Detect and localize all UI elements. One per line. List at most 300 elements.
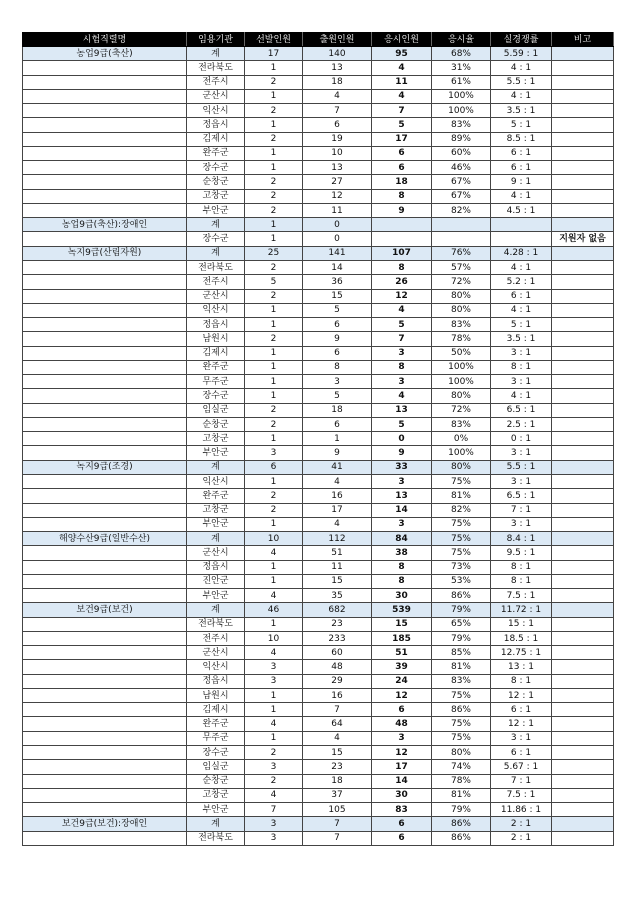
cell-series bbox=[23, 646, 187, 660]
cell-rate: 83% bbox=[432, 674, 491, 688]
table-row bbox=[23, 203, 614, 217]
cell-competition: 8.5 : 1 bbox=[491, 132, 552, 146]
cell-selected: 1 bbox=[245, 146, 303, 160]
table-row bbox=[23, 375, 614, 389]
cell-rate: 65% bbox=[432, 617, 491, 631]
cell-rate: 31% bbox=[432, 61, 491, 75]
table-row bbox=[23, 589, 614, 603]
cell-agency: 장수군 bbox=[187, 232, 245, 246]
cell-series bbox=[23, 118, 187, 132]
cell-applied: 6 bbox=[303, 118, 372, 132]
cell-series bbox=[23, 660, 187, 674]
cell-competition: 3 : 1 bbox=[491, 474, 552, 488]
cell-selected: 3 bbox=[245, 446, 303, 460]
cell-selected: 2 bbox=[245, 132, 303, 146]
cell-series bbox=[23, 446, 187, 460]
cell-selected: 1 bbox=[245, 474, 303, 488]
cell-series bbox=[23, 303, 187, 317]
cell-rate: 100% bbox=[432, 360, 491, 374]
cell-selected: 4 bbox=[245, 646, 303, 660]
cell-competition: 0 : 1 bbox=[491, 432, 552, 446]
cell-taken: 6 bbox=[372, 161, 432, 175]
cell-competition bbox=[491, 218, 552, 232]
cell-rate: 86% bbox=[432, 817, 491, 831]
table-row bbox=[23, 432, 614, 446]
cell-series bbox=[23, 474, 187, 488]
cell-agency: 완주군 bbox=[187, 489, 245, 503]
cell-series: 해양수산9급(일반수산) bbox=[23, 532, 187, 546]
cell-selected: 1 bbox=[245, 318, 303, 332]
cell-series bbox=[23, 703, 187, 717]
table-row bbox=[23, 617, 614, 631]
cell-agency: 군산시 bbox=[187, 89, 245, 103]
cell-applied: 140 bbox=[303, 47, 372, 61]
cell-applied: 233 bbox=[303, 631, 372, 645]
cell-taken: 8 bbox=[372, 189, 432, 203]
cell-series bbox=[23, 146, 187, 160]
table-row bbox=[23, 232, 614, 246]
cell-note bbox=[552, 161, 614, 175]
cell-note bbox=[552, 346, 614, 360]
cell-taken: 3 bbox=[372, 346, 432, 360]
cell-rate: 82% bbox=[432, 203, 491, 217]
cell-applied: 682 bbox=[303, 603, 372, 617]
cell-agency: 김제시 bbox=[187, 703, 245, 717]
cell-series bbox=[23, 189, 187, 203]
cell-taken: 539 bbox=[372, 603, 432, 617]
cell-agency: 고창군 bbox=[187, 432, 245, 446]
cell-selected: 1 bbox=[245, 218, 303, 232]
cell-rate: 67% bbox=[432, 189, 491, 203]
cell-series bbox=[23, 617, 187, 631]
cell-note bbox=[552, 560, 614, 574]
cell-competition: 7 : 1 bbox=[491, 774, 552, 788]
table-row bbox=[23, 788, 614, 802]
cell-selected: 2 bbox=[245, 417, 303, 431]
cell-selected: 1 bbox=[245, 61, 303, 75]
table-row bbox=[23, 446, 614, 460]
cell-taken: 0 bbox=[372, 432, 432, 446]
cell-rate: 75% bbox=[432, 546, 491, 560]
cell-note bbox=[552, 603, 614, 617]
cell-competition: 4 : 1 bbox=[491, 189, 552, 203]
cell-selected: 2 bbox=[245, 189, 303, 203]
cell-series bbox=[23, 760, 187, 774]
cell-competition: 2 : 1 bbox=[491, 831, 552, 845]
cell-rate: 86% bbox=[432, 589, 491, 603]
cell-series bbox=[23, 432, 187, 446]
table-row bbox=[23, 660, 614, 674]
cell-series bbox=[23, 61, 187, 75]
cell-agency: 정읍시 bbox=[187, 118, 245, 132]
cell-competition: 12.75 : 1 bbox=[491, 646, 552, 660]
cell-note bbox=[552, 446, 614, 460]
cell-taken: 33 bbox=[372, 460, 432, 474]
cell-rate: 75% bbox=[432, 517, 491, 531]
cell-applied: 9 bbox=[303, 446, 372, 460]
cell-applied: 27 bbox=[303, 175, 372, 189]
cell-note bbox=[552, 432, 614, 446]
cell-rate bbox=[432, 232, 491, 246]
cell-agency: 전라북도 bbox=[187, 617, 245, 631]
cell-agency: 완주군 bbox=[187, 360, 245, 374]
cell-rate: 81% bbox=[432, 788, 491, 802]
cell-taken: 4 bbox=[372, 89, 432, 103]
cell-note bbox=[552, 688, 614, 702]
cell-applied: 15 bbox=[303, 289, 372, 303]
cell-applied: 4 bbox=[303, 731, 372, 745]
cell-rate: 73% bbox=[432, 560, 491, 574]
cell-taken: 14 bbox=[372, 774, 432, 788]
cell-applied: 36 bbox=[303, 275, 372, 289]
table-body bbox=[23, 47, 614, 846]
cell-rate: 0% bbox=[432, 432, 491, 446]
cell-rate: 75% bbox=[432, 474, 491, 488]
cell-agency: 정읍시 bbox=[187, 674, 245, 688]
cell-applied: 11 bbox=[303, 203, 372, 217]
table-row bbox=[23, 104, 614, 118]
cell-agency: 완주군 bbox=[187, 717, 245, 731]
cell-taken: 7 bbox=[372, 104, 432, 118]
header-series: 시험직렬명 bbox=[23, 33, 187, 47]
cell-competition: 11.72 : 1 bbox=[491, 603, 552, 617]
cell-agency: 김제시 bbox=[187, 132, 245, 146]
cell-taken: 8 bbox=[372, 560, 432, 574]
cell-taken: 12 bbox=[372, 289, 432, 303]
cell-note bbox=[552, 260, 614, 274]
cell-series bbox=[23, 417, 187, 431]
cell-rate: 80% bbox=[432, 460, 491, 474]
cell-series bbox=[23, 289, 187, 303]
cell-applied: 8 bbox=[303, 360, 372, 374]
cell-taken: 9 bbox=[372, 203, 432, 217]
cell-selected: 1 bbox=[245, 688, 303, 702]
cell-selected: 2 bbox=[245, 75, 303, 89]
cell-competition: 3.5 : 1 bbox=[491, 104, 552, 118]
cell-rate: 46% bbox=[432, 161, 491, 175]
cell-taken: 30 bbox=[372, 788, 432, 802]
cell-competition: 6 : 1 bbox=[491, 289, 552, 303]
cell-selected: 2 bbox=[245, 403, 303, 417]
cell-selected: 1 bbox=[245, 346, 303, 360]
cell-selected: 25 bbox=[245, 246, 303, 260]
cell-taken: 83 bbox=[372, 803, 432, 817]
cell-competition: 4 : 1 bbox=[491, 260, 552, 274]
cell-taken: 84 bbox=[372, 532, 432, 546]
header-taken: 응시인원 bbox=[372, 33, 432, 47]
cell-note bbox=[552, 631, 614, 645]
cell-rate: 72% bbox=[432, 275, 491, 289]
table-row-total bbox=[23, 460, 614, 474]
table-row bbox=[23, 703, 614, 717]
cell-competition: 11.86 : 1 bbox=[491, 803, 552, 817]
cell-selected: 1 bbox=[245, 375, 303, 389]
cell-agency: 남원시 bbox=[187, 332, 245, 346]
table-row bbox=[23, 774, 614, 788]
table-row bbox=[23, 89, 614, 103]
cell-taken: 4 bbox=[372, 61, 432, 75]
cell-note bbox=[552, 189, 614, 203]
cell-rate: 80% bbox=[432, 303, 491, 317]
cell-taken: 4 bbox=[372, 389, 432, 403]
cell-series bbox=[23, 360, 187, 374]
cell-applied: 6 bbox=[303, 318, 372, 332]
cell-note bbox=[552, 589, 614, 603]
cell-rate bbox=[432, 218, 491, 232]
cell-competition: 7.5 : 1 bbox=[491, 589, 552, 603]
cell-agency: 계 bbox=[187, 246, 245, 260]
cell-agency: 전라북도 bbox=[187, 61, 245, 75]
cell-applied: 51 bbox=[303, 546, 372, 560]
cell-agency: 무주군 bbox=[187, 375, 245, 389]
table-row bbox=[23, 746, 614, 760]
cell-selected: 2 bbox=[245, 774, 303, 788]
cell-applied: 60 bbox=[303, 646, 372, 660]
table-row bbox=[23, 717, 614, 731]
cell-applied: 12 bbox=[303, 189, 372, 203]
cell-agency: 계 bbox=[187, 532, 245, 546]
table-row bbox=[23, 503, 614, 517]
table-row bbox=[23, 118, 614, 132]
cell-note bbox=[552, 788, 614, 802]
cell-taken: 38 bbox=[372, 546, 432, 560]
cell-agency: 장수군 bbox=[187, 746, 245, 760]
cell-series bbox=[23, 232, 187, 246]
cell-competition: 6 : 1 bbox=[491, 703, 552, 717]
cell-competition: 3 : 1 bbox=[491, 346, 552, 360]
cell-competition: 4 : 1 bbox=[491, 61, 552, 75]
cell-agency: 순창군 bbox=[187, 774, 245, 788]
cell-applied: 14 bbox=[303, 260, 372, 274]
cell-note bbox=[552, 717, 614, 731]
table-row bbox=[23, 275, 614, 289]
cell-applied: 7 bbox=[303, 831, 372, 845]
cell-selected: 3 bbox=[245, 831, 303, 845]
cell-note bbox=[552, 646, 614, 660]
cell-applied: 18 bbox=[303, 75, 372, 89]
cell-rate: 80% bbox=[432, 746, 491, 760]
cell-applied: 19 bbox=[303, 132, 372, 146]
cell-agency: 임실군 bbox=[187, 403, 245, 417]
cell-rate: 80% bbox=[432, 289, 491, 303]
cell-series bbox=[23, 788, 187, 802]
cell-agency: 장수군 bbox=[187, 161, 245, 175]
cell-selected: 2 bbox=[245, 332, 303, 346]
cell-applied: 13 bbox=[303, 61, 372, 75]
cell-competition: 13 : 1 bbox=[491, 660, 552, 674]
cell-rate: 74% bbox=[432, 760, 491, 774]
cell-competition: 4.5 : 1 bbox=[491, 203, 552, 217]
cell-series: 보건9급(보건):장애인 bbox=[23, 817, 187, 831]
cell-agency: 부안군 bbox=[187, 517, 245, 531]
cell-agency: 익산시 bbox=[187, 474, 245, 488]
cell-competition: 3.5 : 1 bbox=[491, 332, 552, 346]
cell-agency: 순창군 bbox=[187, 175, 245, 189]
cell-note: 지원자 없음 bbox=[552, 232, 614, 246]
cell-rate: 78% bbox=[432, 774, 491, 788]
cell-taken: 8 bbox=[372, 574, 432, 588]
cell-rate: 80% bbox=[432, 389, 491, 403]
cell-note bbox=[552, 375, 614, 389]
cell-competition: 6.5 : 1 bbox=[491, 403, 552, 417]
cell-note bbox=[552, 289, 614, 303]
cell-taken bbox=[372, 218, 432, 232]
cell-applied: 0 bbox=[303, 232, 372, 246]
cell-agency: 계 bbox=[187, 817, 245, 831]
cell-selected: 1 bbox=[245, 89, 303, 103]
cell-note bbox=[552, 175, 614, 189]
cell-selected: 3 bbox=[245, 817, 303, 831]
cell-taken bbox=[372, 232, 432, 246]
cell-note bbox=[552, 760, 614, 774]
cell-rate: 83% bbox=[432, 417, 491, 431]
cell-selected: 1 bbox=[245, 303, 303, 317]
cell-rate: 82% bbox=[432, 503, 491, 517]
cell-series bbox=[23, 774, 187, 788]
exam-results-table bbox=[22, 32, 614, 846]
cell-selected: 4 bbox=[245, 717, 303, 731]
cell-agency: 부안군 bbox=[187, 446, 245, 460]
cell-competition: 4.28 : 1 bbox=[491, 246, 552, 260]
cell-note bbox=[552, 831, 614, 845]
cell-applied: 16 bbox=[303, 489, 372, 503]
cell-note bbox=[552, 817, 614, 831]
cell-series: 녹지9급(조경) bbox=[23, 460, 187, 474]
cell-agency: 전주시 bbox=[187, 631, 245, 645]
cell-competition: 12 : 1 bbox=[491, 688, 552, 702]
table-row bbox=[23, 831, 614, 845]
cell-note bbox=[552, 360, 614, 374]
cell-series bbox=[23, 132, 187, 146]
cell-applied: 29 bbox=[303, 674, 372, 688]
cell-taken: 24 bbox=[372, 674, 432, 688]
cell-note bbox=[552, 703, 614, 717]
cell-series bbox=[23, 403, 187, 417]
cell-series bbox=[23, 389, 187, 403]
header-rate: 응시율 bbox=[432, 33, 491, 47]
cell-rate: 76% bbox=[432, 246, 491, 260]
cell-competition: 6.5 : 1 bbox=[491, 489, 552, 503]
cell-selected: 1 bbox=[245, 232, 303, 246]
cell-taken: 95 bbox=[372, 47, 432, 61]
cell-competition: 6 : 1 bbox=[491, 161, 552, 175]
cell-agency: 임실군 bbox=[187, 760, 245, 774]
cell-agency: 익산시 bbox=[187, 303, 245, 317]
cell-series bbox=[23, 318, 187, 332]
cell-note bbox=[552, 660, 614, 674]
cell-agency: 장수군 bbox=[187, 389, 245, 403]
cell-agency: 정읍시 bbox=[187, 560, 245, 574]
cell-taken: 17 bbox=[372, 760, 432, 774]
cell-taken: 4 bbox=[372, 303, 432, 317]
cell-rate: 85% bbox=[432, 646, 491, 660]
cell-applied: 5 bbox=[303, 303, 372, 317]
cell-taken: 39 bbox=[372, 660, 432, 674]
cell-rate: 79% bbox=[432, 631, 491, 645]
cell-taken: 185 bbox=[372, 631, 432, 645]
table-row bbox=[23, 146, 614, 160]
cell-applied: 37 bbox=[303, 788, 372, 802]
table-row-total bbox=[23, 817, 614, 831]
cell-applied: 13 bbox=[303, 161, 372, 175]
cell-selected: 2 bbox=[245, 203, 303, 217]
cell-agency: 계 bbox=[187, 218, 245, 232]
cell-series: 보건9급(보건) bbox=[23, 603, 187, 617]
cell-selected: 1 bbox=[245, 360, 303, 374]
cell-note bbox=[552, 546, 614, 560]
cell-note bbox=[552, 75, 614, 89]
cell-series bbox=[23, 161, 187, 175]
cell-rate: 75% bbox=[432, 688, 491, 702]
cell-note bbox=[552, 246, 614, 260]
cell-taken: 48 bbox=[372, 717, 432, 731]
cell-competition: 4 : 1 bbox=[491, 89, 552, 103]
cell-series bbox=[23, 674, 187, 688]
cell-series bbox=[23, 89, 187, 103]
cell-selected: 1 bbox=[245, 517, 303, 531]
cell-agency: 순창군 bbox=[187, 417, 245, 431]
cell-series bbox=[23, 574, 187, 588]
cell-applied: 15 bbox=[303, 574, 372, 588]
cell-agency: 김제시 bbox=[187, 346, 245, 360]
cell-competition: 3 : 1 bbox=[491, 517, 552, 531]
cell-series: 농업9급(축산):장애인 bbox=[23, 218, 187, 232]
cell-taken: 6 bbox=[372, 146, 432, 160]
cell-selected: 1 bbox=[245, 617, 303, 631]
cell-taken: 8 bbox=[372, 260, 432, 274]
cell-competition: 8 : 1 bbox=[491, 674, 552, 688]
cell-taken: 18 bbox=[372, 175, 432, 189]
cell-rate: 75% bbox=[432, 532, 491, 546]
cell-note bbox=[552, 203, 614, 217]
cell-series bbox=[23, 503, 187, 517]
cell-selected: 10 bbox=[245, 631, 303, 645]
cell-rate: 86% bbox=[432, 831, 491, 845]
cell-competition: 6 : 1 bbox=[491, 746, 552, 760]
header-agency: 임용기관 bbox=[187, 33, 245, 47]
cell-selected: 3 bbox=[245, 674, 303, 688]
cell-applied: 17 bbox=[303, 503, 372, 517]
cell-selected: 2 bbox=[245, 489, 303, 503]
cell-series bbox=[23, 688, 187, 702]
header-competition: 실경쟁률 bbox=[491, 33, 552, 47]
cell-applied: 23 bbox=[303, 760, 372, 774]
cell-selected: 5 bbox=[245, 275, 303, 289]
cell-note bbox=[552, 617, 614, 631]
cell-series bbox=[23, 489, 187, 503]
cell-competition: 6 : 1 bbox=[491, 146, 552, 160]
cell-competition: 15 : 1 bbox=[491, 617, 552, 631]
table-row bbox=[23, 517, 614, 531]
table-row bbox=[23, 161, 614, 175]
cell-series bbox=[23, 332, 187, 346]
cell-note bbox=[552, 275, 614, 289]
cell-rate: 100% bbox=[432, 104, 491, 118]
cell-note bbox=[552, 746, 614, 760]
cell-series bbox=[23, 375, 187, 389]
cell-series bbox=[23, 104, 187, 118]
cell-competition: 18.5 : 1 bbox=[491, 631, 552, 645]
cell-taken: 3 bbox=[372, 517, 432, 531]
cell-series bbox=[23, 75, 187, 89]
cell-competition: 5.5 : 1 bbox=[491, 75, 552, 89]
cell-selected: 10 bbox=[245, 532, 303, 546]
cell-note bbox=[552, 474, 614, 488]
cell-rate: 83% bbox=[432, 318, 491, 332]
cell-applied: 7 bbox=[303, 104, 372, 118]
cell-selected: 46 bbox=[245, 603, 303, 617]
cell-series bbox=[23, 275, 187, 289]
